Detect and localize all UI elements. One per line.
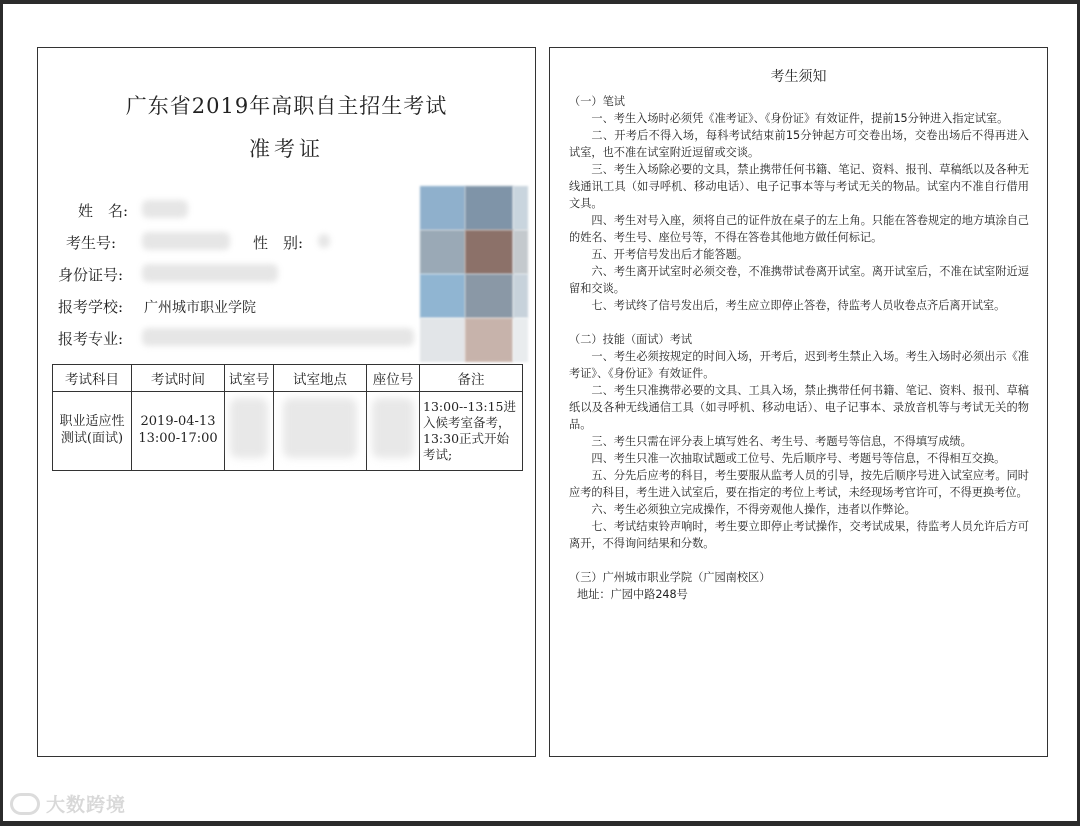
- address-line: 地址：广园中路248号: [577, 588, 688, 601]
- candidate-notice-page: [549, 47, 1048, 757]
- section2-title: （二）技能（面试）考试: [569, 333, 693, 346]
- section2-item-7: 七、考试结束铃声响时，考生要立即停止考试操作，交考试成果，待监考人员允许后方可离开，不得询问结果和分数。: [569, 520, 1029, 550]
- section1-title: （一）笔试: [569, 95, 625, 108]
- exam-number-label: 考生号:: [66, 234, 117, 252]
- gender-value-redacted: [318, 234, 330, 248]
- col-room: 试室号: [225, 365, 274, 392]
- section2-item-3: 三、考生只需在评分表上填写姓名、考生号、考题号等信息，不得填写成绩。: [591, 435, 972, 448]
- exam-date: 2019-04-13: [140, 414, 216, 430]
- room-cell-redacted: [225, 392, 274, 471]
- section1-item-6: 六、考生离开试室时必须交卷，不准携带试卷离开试室。离开试室后，不准在试室附近逗留和交谈。: [569, 265, 1029, 295]
- col-time: 考试时间: [132, 365, 225, 392]
- section2-item-4: 四、考生只准一次抽取试题或工位号、先后顺序号、考题号等信息，不得相互交换。: [591, 452, 1006, 465]
- watermark-logo-icon: [10, 793, 40, 815]
- section3-title: （三）广州城市职业学院（广园南校区）: [569, 571, 771, 584]
- table-header-row: [53, 365, 523, 392]
- exam-number-redacted: [142, 232, 230, 250]
- notice-title: 考生须知: [770, 69, 827, 85]
- section1-item-5: 五、开考信号发出后才能答题。: [591, 248, 749, 261]
- col-note: 备注: [420, 365, 523, 392]
- watermark-text: 大数跨境: [46, 794, 127, 816]
- location-cell-redacted: [274, 392, 367, 471]
- window-frame-top: [0, 0, 1080, 4]
- section1-item-3: 三、考生入场除必要的文具，禁止携带任何书籍、笔记、资料、报刊、草稿纸以及各种无线通讯工具（如寻呼机、移动电话）、电子记事本等与考试无关的物品。试室内不准自行借用文具。: [569, 163, 1029, 210]
- section2-item-6: 六、考生必须独立完成操作，不得旁观他人操作，违者以作弊论。: [591, 503, 916, 516]
- id-number-redacted: [142, 264, 278, 282]
- seat-cell-redacted: [367, 392, 420, 471]
- name-value-redacted: [142, 200, 188, 218]
- section1-item-1: 一、考生入场时必须凭《准考证》、《身份证》有效证件，提前15分钟进入指定试室。: [591, 112, 1009, 125]
- section2-item-1: 一、考生必须按规定的时间入场，开考后，迟到考生禁止入场。考生入场时必须出示《准考证》、《身份证》有效证件。: [569, 350, 1029, 380]
- exam-schedule-table: [52, 364, 523, 471]
- id-number-label: 身份证号:: [58, 266, 124, 284]
- notice-body: [569, 93, 1029, 603]
- watermark: [10, 790, 126, 817]
- section1-item-4: 四、考生对号入座，须将自己的证件放在桌子的左上角。只能在答卷规定的地方填涂自己的姓名、考生号、座位号等，不得在答卷其他地方做任何标记。: [569, 214, 1029, 244]
- exam-time: 13:00-17:00: [138, 431, 218, 446]
- candidate-photo-pixelated: [420, 186, 528, 362]
- school-value: 广州城市职业学院: [144, 300, 256, 316]
- admission-ticket-page: [37, 47, 536, 757]
- section2-item-2: 二、考生只准携带必要的文具、工具入场，禁止携带任何书籍、笔记、资料、报刊、草稿纸以及各种无线通信工具（如寻呼机、移动电话）、电子记事本、录放音机等与考试无关的物品。: [569, 384, 1029, 431]
- major-value-redacted: [142, 328, 414, 346]
- major-label: 报考专业:: [58, 330, 124, 348]
- window-frame-left: [0, 0, 3, 826]
- col-seat: 座位号: [367, 365, 420, 392]
- name-label: 姓 名:: [78, 202, 129, 220]
- section2-item-5: 五、分先后应考的科目，考生要服从监考人员的引导，按先后顺序号进入试室应考。同时应考的科目，考生进入试室后，要在指定的考位上考试，未经现场考官许可，不得更换考位。: [569, 469, 1029, 499]
- window-frame-bottom: [0, 821, 1080, 826]
- gender-label: 性 别:: [253, 234, 304, 252]
- subject-cell: 职业适应性测试(面试): [53, 392, 132, 471]
- ticket-title: 广东省2019年高职自主招生考试: [125, 94, 448, 118]
- school-label: 报考学校:: [58, 298, 124, 316]
- section1-item-2: 二、开考后不得入场，每科考试结束前15分钟起方可交卷出场，交卷出场后不得再进入试室，也不准在试室附近逗留或交谈。: [569, 129, 1029, 159]
- time-cell: [132, 392, 225, 471]
- table-row: [53, 392, 523, 471]
- section1-item-7: 七、考试终了信号发出后，考生应立即停止答卷，待监考人员收卷点齐后离开试室。: [591, 299, 1006, 312]
- col-location: 试室地点: [274, 365, 367, 392]
- ticket-subtitle: 准考证: [249, 137, 324, 161]
- note-cell: 13:00--13:15进入候考室备考，13:30正式开始考试;: [420, 392, 523, 471]
- col-subject: 考试科目: [53, 365, 132, 392]
